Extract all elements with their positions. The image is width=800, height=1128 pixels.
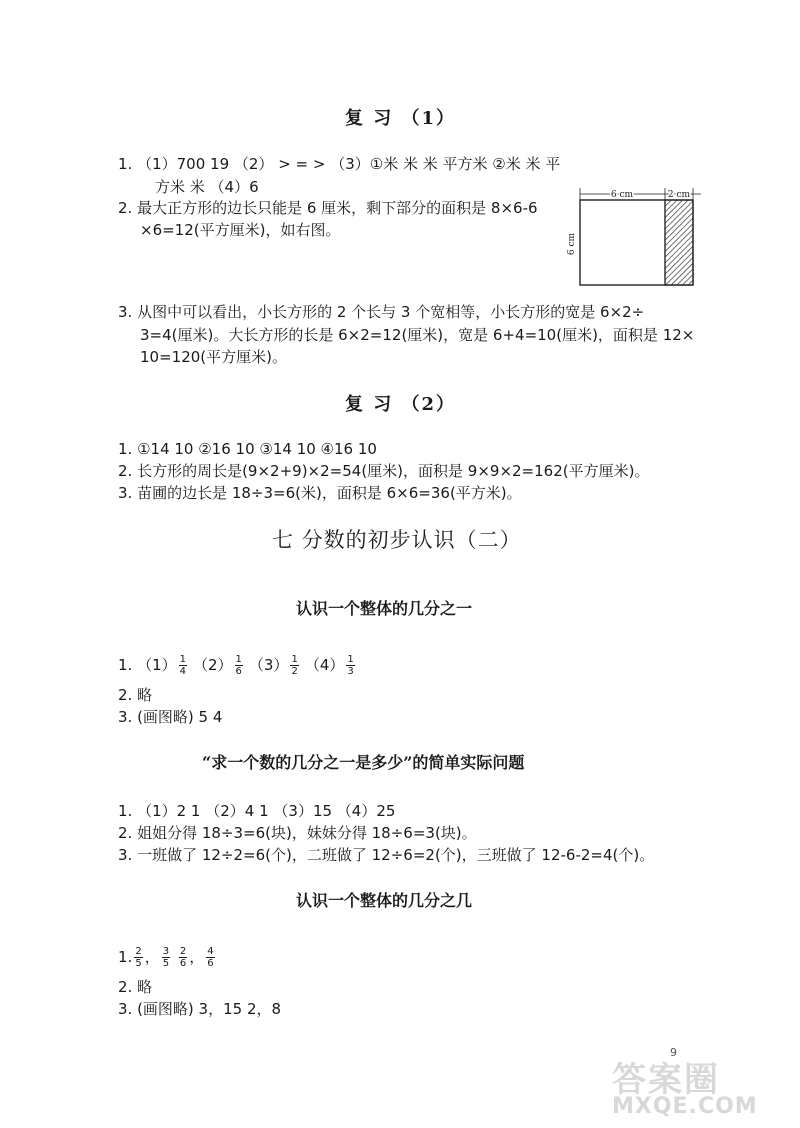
s1-q1-label-1: 1. （1） [118, 656, 177, 674]
review1-q1-line2: 方米 米 （4）6 [155, 178, 259, 196]
side-label: 6 cm [567, 232, 577, 256]
fraction: $\frac{4}{6}$ [207, 945, 214, 969]
review2-title: 复 习 （2） [345, 394, 457, 415]
review1-q3-line2: 3=4(厘米)。大长方形的长是 6×2=12(厘米)，宽是 6+4=10(厘米)，面积是 12× [140, 326, 695, 344]
review1-q2-line2: ×6=12(平方厘米)，如右图。 [140, 221, 341, 239]
review1-q3-line1: 3. 从图中可以看出，小长方形的 2 个长与 3 个宽相等，小长方形的宽是 6×2÷ [118, 303, 645, 321]
section1-q3: 3. (画图略) 5 4 [118, 708, 223, 726]
section3-q2: 2. 略 [118, 978, 153, 996]
s1-q1-label-4: （4） [304, 656, 345, 674]
s3-q1-label: 1. [118, 948, 133, 966]
separator [172, 946, 177, 968]
review2-q3: 3. 苗圃的边长是 18÷3=6(米)，面积是 6×6=36(平方米)。 [118, 484, 522, 502]
chapter-title: 七 分数的初步认识（二） [272, 528, 522, 552]
top-label-right: 2 cm [667, 190, 691, 200]
fraction: $\frac{1}{4}$ [179, 653, 186, 677]
review1-q2-line1: 2. 最大正方形的边长只能是 6 厘米，剩下部分的面积是 8×6-6 [118, 199, 538, 217]
section1-q2: 2. 略 [118, 686, 153, 704]
section3-title: 认识一个整体的几分之几 [296, 891, 473, 910]
section2-q2: 2. 姐姐分得 18÷3=6(块)，妹妹分得 18÷6=3(块)。 [118, 824, 477, 842]
section2-title: “求一个数的几分之一是多少”的简单实际问题 [202, 753, 525, 772]
fraction: $\frac{1}{6}$ [235, 653, 242, 677]
review1-q1-line1: 1. （1）700 19 （2） > = > （3）①米 米 米 平方米 ②米 米 平 [118, 155, 561, 173]
separator: ， [189, 948, 205, 966]
shaded-strip [665, 200, 693, 285]
section2-q3: 3. 一班做了 12÷2=6(个)，二班做了 12÷6=2(个)，三班做了 12-6-2=4(个)。 [118, 846, 655, 864]
fraction: $\frac{1}{3}$ [347, 653, 354, 677]
watermark-url: MXQE.COM [612, 1094, 758, 1119]
separator: ， [144, 948, 160, 966]
page-number: 9 [670, 1046, 677, 1059]
section1-q1 [118, 650, 357, 680]
s1-q1-label-2: （2） [193, 656, 233, 674]
fraction: $\frac{1}{2}$ [291, 653, 298, 677]
rectangle-figure [566, 186, 706, 290]
section3-q3: 3. (画图略) 3，15 2，8 [118, 1000, 282, 1018]
review1-title: 复 习 （1） [345, 108, 457, 129]
section3-q1 [118, 942, 217, 972]
review2-q2: 2. 长方形的周长是(9×2+9)×2=54(厘米)，面积是 9×9×2=162(平方厘米)。 [118, 462, 650, 480]
section2-q1: 1. （1）2 1 （2）4 1 （3）15 （4）25 [118, 802, 396, 820]
watermark-logo: 答案圈 [612, 1060, 720, 1100]
top-label-left: 6 cm [610, 190, 634, 200]
s1-q1-label-3: （3） [248, 656, 289, 674]
review2-q1: 1. ①14 10 ②16 10 ③14 10 ④16 10 [118, 440, 377, 458]
fraction: $\frac{2}{6}$ [179, 945, 187, 969]
fraction: $\frac{2}{5}$ [135, 945, 142, 969]
fraction: $\frac{3}{5}$ [162, 945, 170, 969]
section1-title: 认识一个整体的几分之一 [296, 599, 473, 618]
review1-q3-line3: 10=120(平方厘米)。 [140, 348, 287, 366]
